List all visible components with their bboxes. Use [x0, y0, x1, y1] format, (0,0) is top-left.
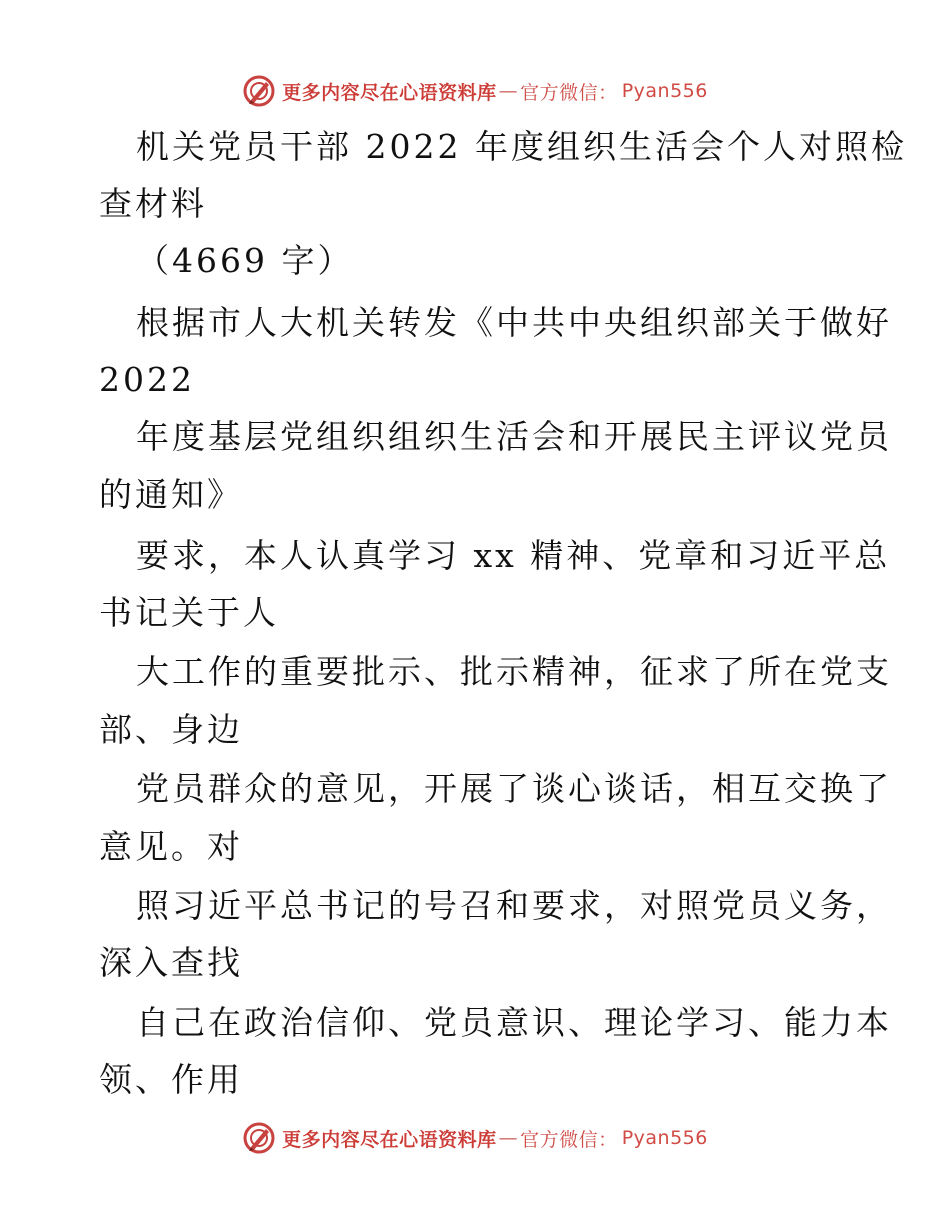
doc-line: 年度基层党组织组织生活会和开展民主评议党员: [136, 417, 892, 456]
doc-line: 的通知》: [99, 475, 243, 514]
doc-line: 领、作用: [99, 1060, 243, 1099]
doc-line: 意见。对: [99, 827, 243, 866]
footer-wechat-id: Pyan556: [621, 1127, 708, 1149]
doc-line: 查材料: [99, 184, 207, 223]
header-wechat-label: 官方微信：: [520, 81, 618, 104]
footer-brand-text: 更多内容尽在心语资料库: [282, 1128, 497, 1151]
doc-line: 2022: [99, 360, 195, 399]
footer-wechat-label: 官方微信：: [520, 1128, 618, 1151]
doc-line: 根据市人大机关转发《中共中央组织部关于做好: [136, 303, 892, 342]
seal-pen-logo-icon: [242, 1121, 276, 1155]
doc-line: 书记关于人: [99, 593, 279, 632]
seal-pen-logo-icon: [242, 74, 276, 108]
header-banner: [0, 71, 950, 111]
header-brand-text: 更多内容尽在心语资料库: [282, 81, 497, 104]
footer-banner: [0, 1118, 950, 1158]
footer-separator: —: [498, 1127, 519, 1149]
doc-line: 大工作的重要批示、批示精神，征求了所在党支: [136, 652, 892, 691]
header-separator: —: [498, 80, 519, 102]
doc-line: 要求，本人认真学习 xx 精神、党章和习近平总: [136, 536, 891, 575]
doc-line: 深入查找: [99, 943, 243, 982]
doc-line: 自己在政治信仰、党员意识、理论学习、能力本: [136, 1003, 892, 1042]
doc-line: 党员群众的意见，开展了谈心谈话，相互交换了: [136, 769, 892, 808]
doc-line: 照习近平总书记的号召和要求，对照党员义务，: [136, 886, 892, 925]
doc-line: （4669 字）: [136, 241, 354, 280]
header-wechat-id: Pyan556: [621, 80, 708, 102]
doc-line: 部、身边: [99, 710, 243, 749]
doc-line: 机关党员干部 2022 年度组织生活会个人对照检: [136, 127, 907, 166]
